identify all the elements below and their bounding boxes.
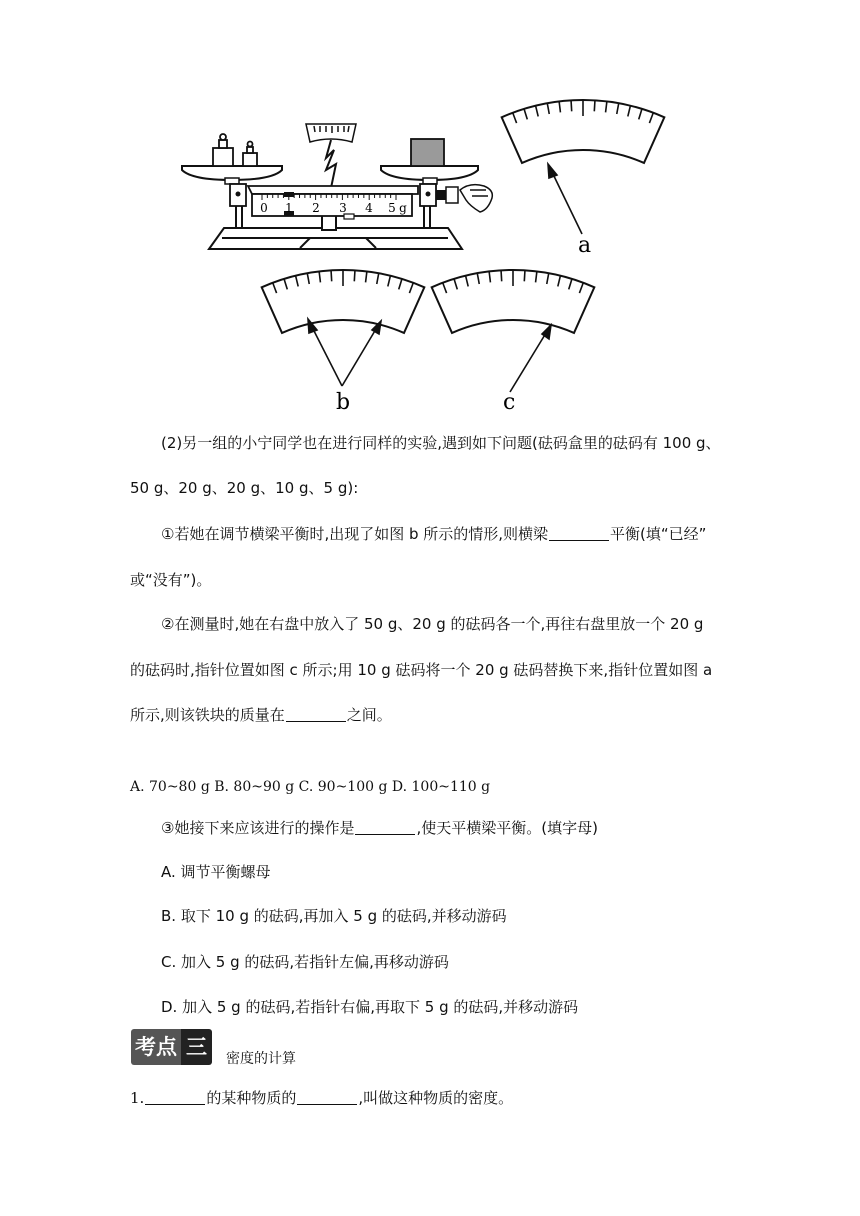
dial-tick (501, 270, 502, 281)
option-b: B. 取下 10 g 的砝码,再加入 5 g 的砝码,并移动游码 (161, 907, 507, 925)
q2-intro-line1: (2)另一组的小宁同学也在进行同样的实验,遇到如下问题(砝码盒里的砝码有 100 g、 (161, 434, 721, 452)
pointer-c (510, 333, 546, 392)
q2-sub1-text-a: ①若她在调节横梁平衡时,出现了如图 b 所示的情形,则横梁 (161, 525, 549, 543)
answer-blank-1[interactable] (549, 526, 609, 541)
q1-text-b: ,叫做这种物质的密度。 (358, 1089, 514, 1107)
hand-icon (460, 185, 492, 212)
q1-text-a: 的某种物质的 (206, 1089, 297, 1107)
q2-sub3-text-a: ③她接下来应该进行的操作是 (161, 819, 355, 837)
answer-blank-4[interactable] (145, 1090, 205, 1105)
scale-tick-4: 4 (365, 201, 373, 215)
q2-sub1-line1 (161, 524, 706, 544)
q2-sub2-line2: 的砝码时,指针位置如图 c 所示;用 10 g 砝码将一个 20 g 砝码替换下来,指针位置如图 a (130, 661, 713, 679)
dial-tick (331, 270, 332, 281)
figure-label-a: a (578, 233, 592, 258)
left-pan (182, 166, 282, 184)
dial-tick (524, 270, 525, 281)
q2-intro-line2: 50 g、20 g、20 g、10 g、5 g): (130, 479, 359, 497)
q2-choices: A. 70~80 g B. 80~90 g C. 90~100 g D. 100~110 g (130, 779, 491, 795)
dial-a (502, 100, 665, 163)
answer-blank-5[interactable] (297, 1090, 357, 1105)
iron-block (411, 139, 444, 166)
right-pan (381, 166, 478, 184)
weights-left (213, 134, 257, 166)
dial-tick (354, 270, 355, 281)
scale-tick-3: 3 (339, 201, 347, 215)
dial-c (432, 270, 595, 333)
center-dial (306, 124, 356, 188)
pointer-b-left (312, 327, 342, 386)
scale-tick-5: 5 (388, 201, 396, 215)
scale-unit: g (399, 201, 407, 215)
scale-tick-1: 1 (285, 201, 293, 215)
q2-sub2-line3 (130, 705, 392, 725)
q2-sub3-text-b: ,使天平横梁平衡。(填字母) (416, 819, 598, 837)
balance-figure (0, 0, 860, 420)
q2-sub2-line1: ②在测量时,她在右盘中放入了 50 g、20 g 的砝码各一个,再往右盘里放一个 20 g (161, 615, 704, 633)
q1-line (130, 1088, 513, 1108)
pointer-b-right (342, 329, 376, 386)
dial-b (262, 270, 425, 333)
q2-sub3 (161, 818, 598, 838)
answer-blank-2[interactable] (286, 707, 346, 722)
badge-label: 考点 (131, 1029, 181, 1065)
dial-tick (594, 100, 595, 111)
option-c: C. 加入 5 g 的砝码,若指针左偏,再移动游码 (161, 953, 449, 971)
q2-sub1-text-b: 平衡(填“已经” (610, 525, 707, 543)
figure-label-c: c (503, 390, 516, 415)
q1-number: 1. (130, 1089, 145, 1107)
q2-sub1-line2: 或“没有”)。 (130, 571, 212, 589)
answer-blank-3[interactable] (355, 820, 415, 835)
q2-sub2-text-b: 之间。 (346, 706, 392, 724)
figure-label-b: b (336, 390, 351, 415)
scale-tick-0: 0 (260, 201, 268, 215)
q2-sub2-text-a: 所示,则该铁块的质量在 (130, 706, 285, 724)
section-badge (131, 1029, 212, 1065)
scale-tick-2: 2 (312, 201, 320, 215)
option-d: D. 加入 5 g 的砝码,若指针右偏,再取下 5 g 的砝码,并移动游码 (161, 998, 579, 1016)
dial-tick (571, 100, 572, 111)
badge-number: 三 (181, 1029, 212, 1065)
option-a: A. 调节平衡螺母 (161, 863, 271, 881)
section-title: 密度的计算 (226, 1051, 296, 1067)
pointer-a (552, 172, 582, 234)
